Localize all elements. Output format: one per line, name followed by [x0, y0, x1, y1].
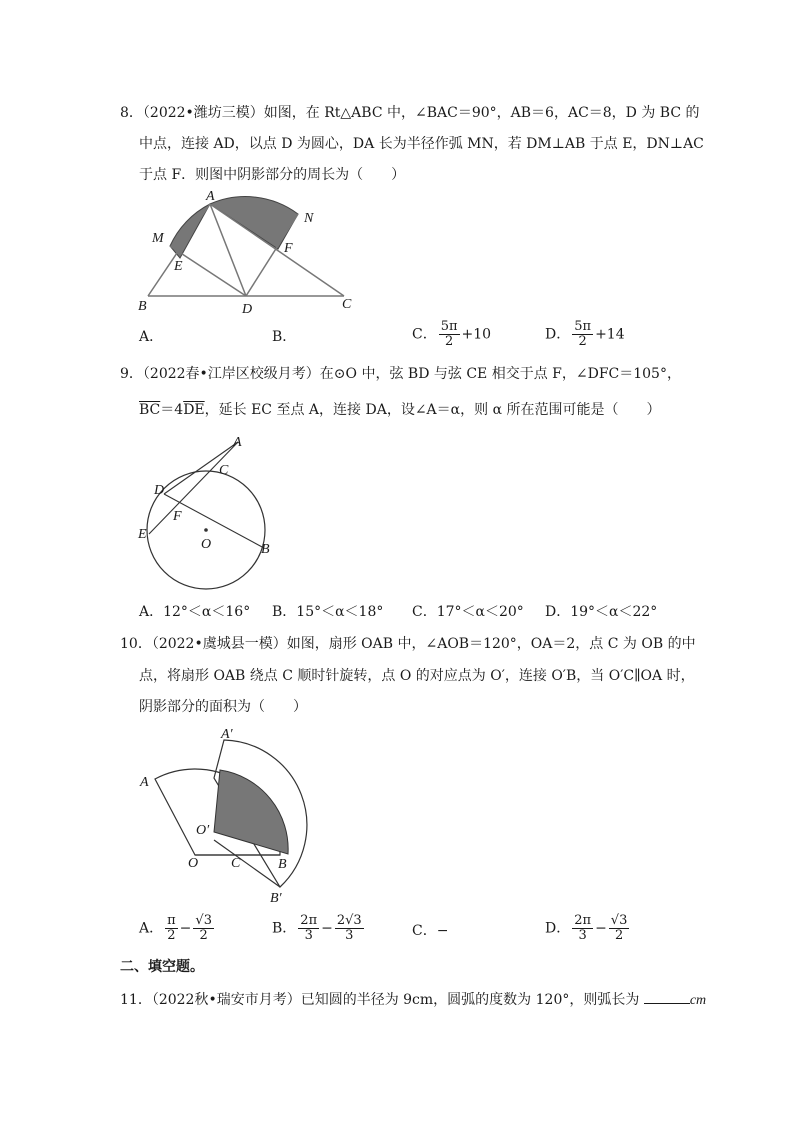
q10-line-3: 阴影部分的面积为（ ）: [139, 699, 307, 715]
q8-label-m: M: [152, 231, 164, 246]
q9-line-1: 9．（2022春•江岸区校级月考）在⊙O 中，弦 BD 与弦 CE 相交于点 F，∠DFC＝105°，: [120, 366, 681, 382]
q10-option-c: C．−: [412, 923, 449, 939]
q9-option-d: D．19°＜α＜22°: [545, 604, 658, 620]
q11-answer-blank[interactable]: [644, 989, 690, 1004]
q9-line-2: $\overline{BC}=4\overline{DE}$，延长 EC 至点 A，连接 DA，设∠A＝α，则 α 所在范围可能是（ ）: [139, 402, 661, 418]
q9-label-c: C: [219, 463, 229, 478]
q10-label-o1: O′: [196, 823, 210, 838]
q10-label-c: C: [231, 856, 241, 871]
q10-shaded-region: [214, 770, 288, 854]
q10-label-b1: B′: [270, 891, 282, 906]
q9-option-b: B．15°＜α＜18°: [272, 604, 384, 620]
q8-line-3: 于点 F．则图中阴影部分的周长为（ ）: [139, 167, 406, 183]
q8-line-1: 8．（2022•潍坊三模）如图，在 Rt△ABC 中，∠BAC＝90°，AB＝6，AC＝8，D 为 BC 的: [120, 105, 700, 121]
q8-figure: [130, 184, 370, 318]
q10-label-b: B: [278, 857, 287, 872]
q8-option-a: A．: [139, 329, 164, 345]
q8-label-c: C: [342, 297, 352, 312]
q8-label-n: N: [304, 211, 314, 226]
q10-label-a: A: [140, 775, 149, 790]
q10-option-d: D． $\frac{2\pi}{3}$ − $\frac{√3}{2}$: [545, 913, 628, 943]
q9-option-a: A．12°＜α＜16°: [139, 604, 251, 620]
q8-option-b: B．: [272, 329, 297, 345]
q9-option-c: C．17°＜α＜20°: [412, 604, 524, 620]
q9-label-f: F: [173, 509, 182, 524]
q10-figure: [130, 722, 320, 908]
q8-label-b: B: [138, 299, 147, 314]
q8-line-ab: [148, 204, 210, 296]
q8-option-d: D． $\frac{5\pi}{2}$ +14: [545, 319, 625, 349]
q8-option-c: C． $\frac{5\pi}{2}$ +10: [412, 319, 492, 349]
q10-line-2: 点，将扇形 OAB 绕点 C 顺时针旋转，点 O 的对应点为 O′，连接 O′B，当 O′C∥OA 时，: [139, 668, 695, 684]
q11-line: 11．（2022秋•瑞安市月考）已知圆的半径为 9cm，圆弧的度数为 120°，则弧长为 cm: [120, 989, 706, 1010]
q10-label-a1: A′: [221, 727, 233, 742]
q9-label-a: A: [233, 435, 242, 450]
q9-label-b: B: [261, 542, 270, 557]
q9-center-dot: [204, 528, 208, 532]
q8-label-a: A: [206, 189, 215, 204]
q10-label-o: O: [188, 856, 199, 871]
q10-line-1: 10．（2022•虞城县一模）如图，扇形 OAB 中，∠AOB＝120°，OA＝2，点 C 为 OB 的中: [120, 636, 696, 652]
section-2-heading: 二、填空题。: [120, 959, 204, 975]
q8-label-e: E: [174, 259, 183, 274]
q8-label-d: D: [242, 302, 253, 317]
q8-line-2: 中点，连接 AD，以点 D 为圆心，DA 长为半径作弧 MN，若 DM⊥AB 于点 E，DN⊥AC: [139, 136, 704, 152]
q9-label-d: D: [154, 483, 165, 498]
q10-option-a: A． $\frac{\pi}{2}$ − $\frac{√3}{2}$: [139, 913, 212, 943]
q8-label-f: F: [284, 241, 293, 256]
q9-label-o: O: [201, 537, 212, 552]
q9-label-e: E: [138, 527, 147, 542]
q9-figure: [130, 432, 290, 592]
q10-option-b: B． $\frac{2\pi}{3}$ − $\frac{2√3}{3}$: [272, 913, 362, 943]
